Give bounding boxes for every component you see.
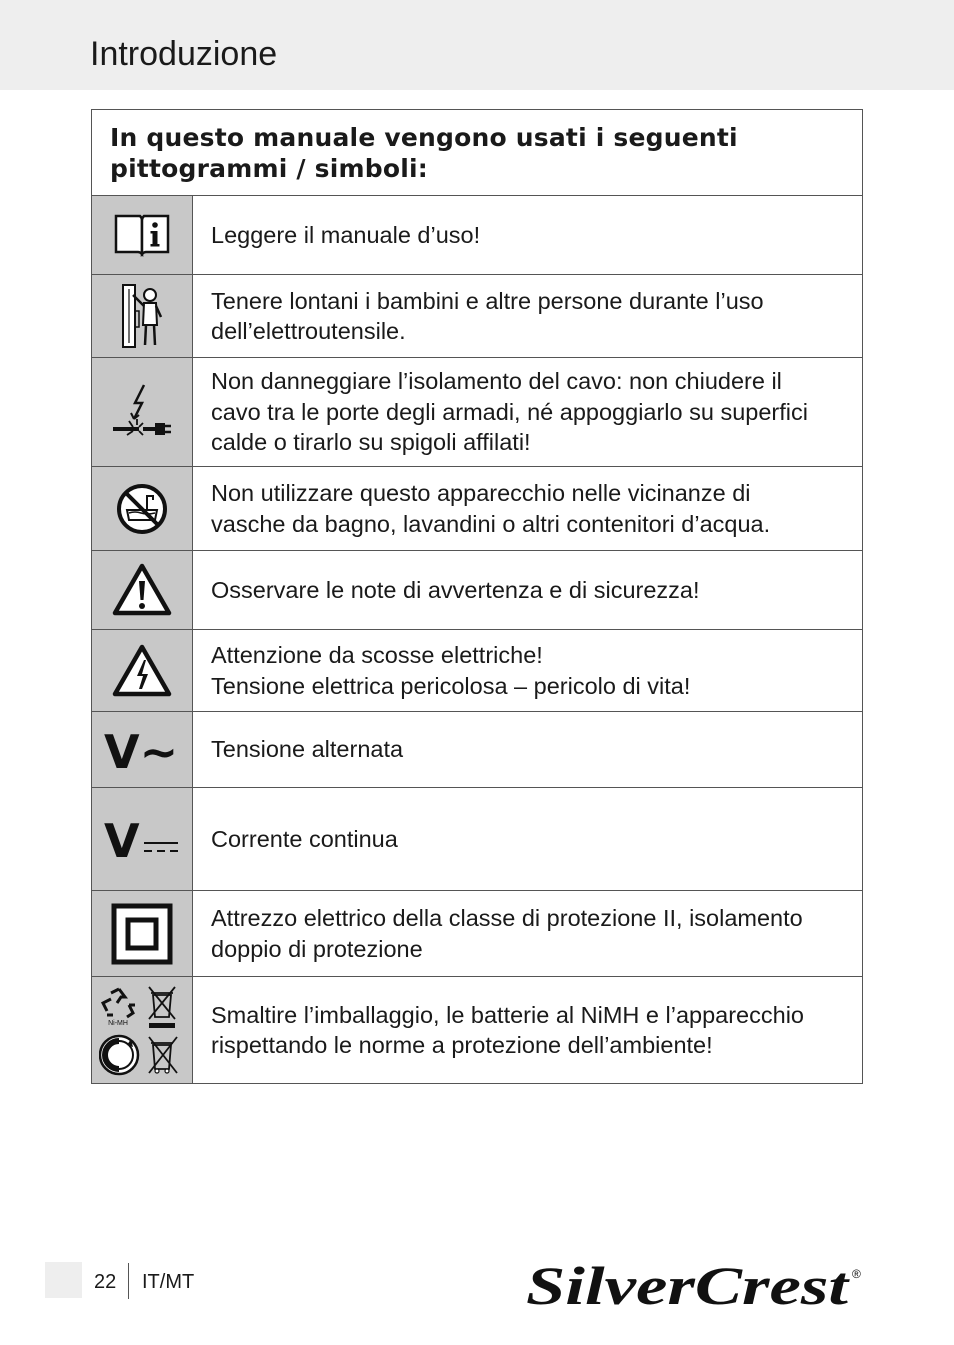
- alternating-voltage-icon: [104, 726, 180, 774]
- page-title: Introduzione: [90, 35, 278, 73]
- description-line: Corrente continua: [211, 825, 398, 852]
- footer-divider: [128, 1263, 129, 1299]
- icon-cell: [92, 977, 193, 1084]
- table-heading: In questo manuale vengono usati i seguenti pittogrammi / simboli:: [92, 110, 863, 196]
- table-row: [92, 196, 863, 275]
- footer-box: [45, 1262, 82, 1298]
- table-row: [92, 977, 863, 1084]
- description-line: Attenzione da scosse elettriche!: [211, 642, 543, 668]
- row-description: [193, 275, 863, 358]
- brand-name: SilverCrest: [526, 1256, 851, 1312]
- table-row: [92, 358, 863, 467]
- crossed-bin-icon: [149, 1037, 177, 1073]
- description-line: Leggere il manuale d’uso!: [211, 221, 481, 248]
- row-description: [193, 977, 863, 1084]
- description-line: Osservare le note di avvertenza e di sicurezza!: [211, 576, 700, 603]
- direct-current-symbol: V: [104, 815, 140, 863]
- description-line: calde o tirarlo su spigoli affilati!: [211, 429, 531, 456]
- description-line: dell’elettroutensile.: [211, 318, 406, 344]
- description-line: Tensione alternata: [211, 736, 404, 763]
- language-code: IT/MT: [142, 1271, 195, 1293]
- row-description: [193, 358, 863, 467]
- keep-children-away-icon: [119, 281, 165, 351]
- description-line: Non utilizzare questo apparecchio nelle vicinanze di: [211, 480, 751, 506]
- row-description: [193, 712, 863, 788]
- registered-mark: ®: [852, 1267, 861, 1281]
- table-row: [92, 467, 863, 551]
- table-row: [92, 630, 863, 712]
- nimh-label: Ni-MH: [108, 1020, 128, 1027]
- icon-cell: [92, 891, 193, 977]
- row-description: [193, 891, 863, 977]
- row-description: [193, 196, 863, 275]
- table-row: [92, 788, 863, 891]
- description-line: Tensione elettrica pericolosa – pericolo di vita!: [211, 672, 691, 699]
- no-bathtub-icon: [115, 482, 169, 536]
- crossed-bin-icon: [149, 987, 175, 1028]
- protection-class-2-icon: [111, 903, 173, 965]
- direct-current-icon: [104, 815, 180, 863]
- description-line: Attrezzo elettrico della classe di protezione II, isolamento: [211, 905, 803, 931]
- table-row: [92, 275, 863, 358]
- warning-triangle-icon: [112, 563, 172, 617]
- row-description: [193, 788, 863, 891]
- description-line: Non danneggiare l’isolamento del cavo: non chiudere il: [211, 368, 782, 395]
- read-manual-icon: [113, 212, 171, 258]
- description-line: cavo tra le porte degli armadi, né appoggiarlo su superfici: [211, 398, 808, 425]
- symbols-table: [91, 109, 863, 1084]
- icon-cell: [92, 467, 193, 551]
- icon-cell: [92, 630, 193, 712]
- alternating-voltage-symbol: V~: [104, 725, 179, 774]
- description-line: Tenere lontani i bambini e altre persone durante l’uso: [211, 287, 764, 314]
- green-dot-icon: [100, 1036, 138, 1074]
- icon-cell: [92, 788, 193, 891]
- icon-cell: [92, 275, 193, 358]
- page-number: 22: [94, 1271, 117, 1293]
- electric-shock-icon: [112, 644, 172, 698]
- table-row: [92, 891, 863, 977]
- cable-damage-icon: [111, 383, 173, 441]
- description-line: Smaltire l’imballaggio, le batterie al NiMH e l’apparecchio: [211, 1001, 804, 1028]
- icon-cell: [92, 551, 193, 630]
- table-row: [92, 551, 863, 630]
- description-line: doppio di protezione: [211, 935, 423, 962]
- icon-cell: [92, 712, 193, 788]
- recycling-icon: [103, 989, 135, 1027]
- brand-logo: [526, 1256, 866, 1312]
- table-row: [92, 712, 863, 788]
- icon-cell: [92, 196, 193, 275]
- icon-cell: [92, 358, 193, 467]
- row-description: [193, 630, 863, 712]
- description-line: vasche da bagno, lavandini o altri contenitori d’acqua.: [211, 510, 771, 537]
- disposal-icons: [99, 983, 185, 1077]
- description-line: rispettando le norme a protezione dell’ambiente!: [211, 1032, 713, 1058]
- row-description: [193, 467, 863, 551]
- row-description: [193, 551, 863, 630]
- table-heading-row: [92, 110, 863, 196]
